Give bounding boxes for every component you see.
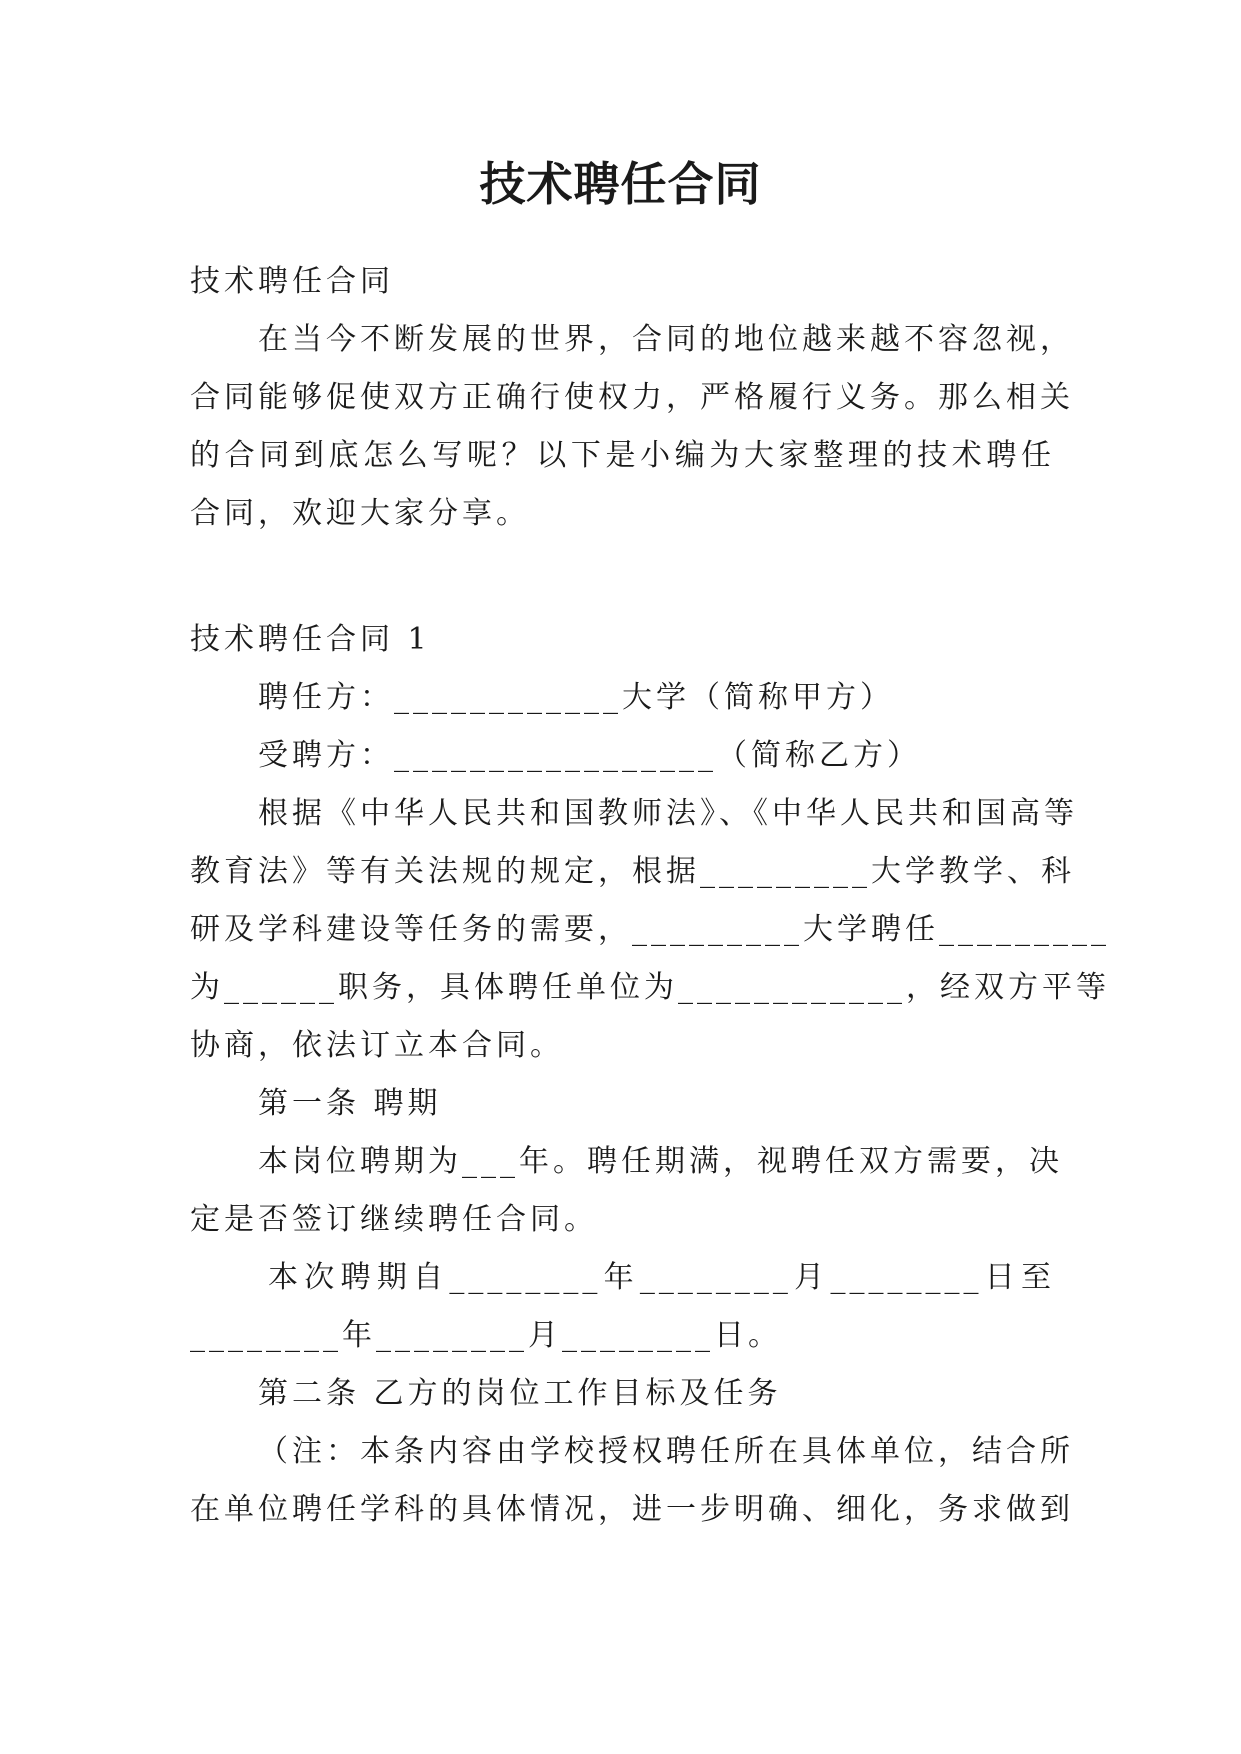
article-heading: 第一条 聘期 xyxy=(258,1086,442,1121)
paragraph-line: 协商，依法订立本合同。 xyxy=(190,1028,564,1063)
paragraph-line: 本岗位聘期为___年。聘任期满，视聘任双方需要，决 xyxy=(258,1144,1063,1179)
paragraph-line: （注：本条内容由学校授权聘任所在具体单位，结合所 xyxy=(258,1434,1074,1469)
paragraph-line: 教育法》等有关法规的规定，根据_________大学教学、科 xyxy=(190,854,1075,889)
document-title: 技术聘任合同 xyxy=(479,157,762,211)
paragraph-line: 研及学科建设等任务的需要，_________大学聘任_________ xyxy=(190,912,1110,947)
paragraph-line: 为______职务，具体聘任单位为____________，经双方平等 xyxy=(190,970,1110,1005)
section-heading: 技术聘任合同 1 xyxy=(190,622,431,657)
party-a-line: 聘任方：____________大学（简称甲方） xyxy=(258,680,894,715)
paragraph-line: 合同，欢迎大家分享。 xyxy=(190,496,530,531)
paragraph-line: 本次聘期自________年________月________日至 xyxy=(268,1260,1055,1295)
paragraph-line: ________年________月________日。 xyxy=(190,1318,782,1353)
paragraph-line: 根据《中华人民共和国教师法》、《中华人民共和国高等 xyxy=(258,796,1078,831)
paragraph-line: 定是否签订继续聘任合同。 xyxy=(190,1202,598,1237)
paragraph-line: 在单位聘任学科的具体情况，进一步明确、细化，务求做到 xyxy=(190,1492,1074,1527)
party-b-line: 受聘方：_________________（简称乙方） xyxy=(258,738,921,773)
heading-line: 技术聘任合同 xyxy=(190,264,394,299)
article-heading: 第二条 乙方的岗位工作目标及任务 xyxy=(258,1376,782,1411)
paragraph-line: 合同能够促使双方正确行使权力，严格履行义务。那么相关 xyxy=(190,380,1074,415)
paragraph-line: 的合同到底怎么写呢？以下是小编为大家整理的技术聘任 xyxy=(190,438,1055,473)
paragraph-line: 在当今不断发展的世界，合同的地位越来越不容忽视， xyxy=(258,322,1074,357)
